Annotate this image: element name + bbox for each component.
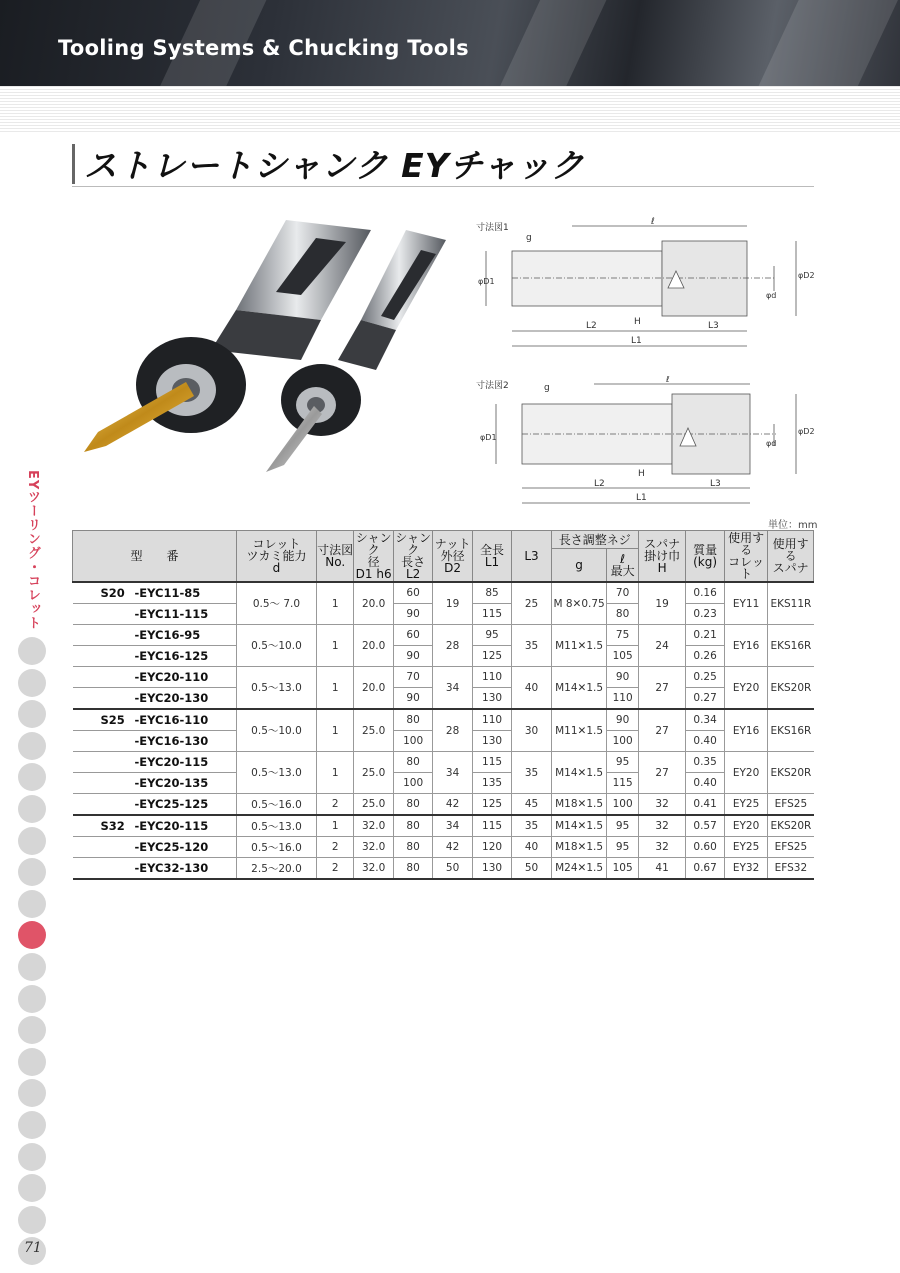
weight-cell: 0.23	[686, 604, 724, 625]
header-shine	[485, 0, 615, 86]
total-len-cell: 130	[472, 731, 511, 752]
fig-cell: 2	[316, 837, 353, 858]
model-group: S32	[100, 819, 125, 833]
header-collet: 使用する コレット	[724, 531, 768, 583]
header-spanner-width: スパナ 掛け巾 H	[638, 531, 686, 583]
screw-l-cell: 95	[607, 815, 638, 837]
nut-dia-cell: 42	[433, 837, 472, 858]
nut-dia-cell: 42	[433, 794, 472, 816]
page-title: ストレートシャンク EYチャック	[84, 146, 585, 185]
fig-cell: 1	[316, 582, 353, 625]
diagram-2-d1: φD1	[480, 433, 497, 442]
weight-cell: 0.26	[686, 646, 724, 667]
model-cell	[73, 837, 237, 858]
shank-len-cell: 90	[393, 646, 432, 667]
header-model: 型 番	[73, 531, 237, 583]
total-len-cell: 130	[472, 688, 511, 710]
unit-label: 単位：mm	[768, 520, 818, 531]
diagram-2-d2: φD2	[798, 427, 815, 436]
model-code: -EYC16-125	[134, 649, 209, 663]
total-len-cell: 85	[472, 582, 511, 604]
shank-dia-cell: 20.0	[354, 625, 393, 667]
section-dot	[18, 1206, 46, 1234]
model-cell	[73, 709, 237, 731]
spanner-width-cell: 41	[638, 858, 686, 880]
l3-cell: 45	[512, 794, 551, 816]
spanner-cell: EKS16R	[768, 625, 814, 667]
header-screw-g: g	[551, 549, 607, 582]
nut-dia-cell: 28	[433, 709, 472, 752]
total-len-cell: 110	[472, 667, 511, 688]
screw-l-cell: 115	[607, 773, 638, 794]
model-code: -EYC20-115	[134, 819, 209, 833]
total-len-cell: 115	[472, 815, 511, 837]
header-banner	[0, 0, 900, 86]
header-title: Tooling Systems & Chucking Tools	[58, 36, 469, 60]
total-len-cell: 120	[472, 837, 511, 858]
table-row	[73, 815, 814, 837]
l3-cell: 50	[512, 858, 551, 880]
spanner-width-cell: 32	[638, 794, 686, 816]
l3-cell: 25	[512, 582, 551, 625]
section-dot	[18, 1174, 46, 1202]
diagram-2-g: g	[544, 383, 550, 393]
fig-cell: 2	[316, 858, 353, 880]
total-len-cell: 110	[472, 709, 511, 731]
section-dot	[18, 1048, 46, 1076]
l3-cell: 35	[512, 625, 551, 667]
section-dot	[18, 1143, 46, 1171]
model-code: -EYC25-125	[134, 797, 209, 811]
section-dot	[18, 1016, 46, 1044]
model-cell	[73, 752, 237, 773]
screw-l-cell: 90	[607, 709, 638, 731]
spanner-width-cell: 32	[638, 815, 686, 837]
model-code: -EYC20-130	[134, 691, 209, 705]
diagram-1-d2: φD2	[798, 271, 815, 280]
screw-l-cell: 95	[607, 752, 638, 773]
weight-cell: 0.41	[686, 794, 724, 816]
model-code: -EYC32-130	[134, 861, 209, 875]
model-code: -EYC25-120	[134, 840, 209, 854]
screw-g-cell: M14✕1.5	[551, 667, 607, 710]
model-cell	[73, 667, 237, 688]
spec-table-body	[73, 582, 814, 879]
table-row	[73, 837, 814, 858]
nut-dia-cell: 50	[433, 858, 472, 880]
screw-l-cell: 105	[607, 646, 638, 667]
shank-len-cell: 80	[393, 858, 432, 880]
screw-l-cell: 105	[607, 858, 638, 880]
section-dot	[18, 795, 46, 823]
shank-len-cell: 80	[393, 709, 432, 731]
header-weight: 質量 (kg)	[686, 531, 724, 583]
model-code: -EYC20-135	[134, 776, 209, 790]
screw-g-cell: M11✕1.5	[551, 625, 607, 667]
collet-cell: EY25	[724, 837, 768, 858]
table-row	[73, 858, 814, 880]
section-dot	[18, 1111, 46, 1139]
page-number: 71	[24, 1240, 42, 1256]
section-dot-active	[18, 921, 46, 949]
diagram-2-h: H	[638, 469, 645, 479]
fig-cell: 1	[316, 709, 353, 752]
weight-cell: 0.27	[686, 688, 724, 710]
model-code: -EYC16-110	[134, 713, 209, 727]
spec-table	[72, 530, 814, 880]
capacity-cell: 0.5〜16.0	[236, 837, 316, 858]
header-nut-dia: ナット 外径 D2	[433, 531, 472, 583]
screw-g-cell: M18✕1.5	[551, 794, 607, 816]
diagram-1-l3: L3	[708, 321, 719, 331]
screw-l-cell: 95	[607, 837, 638, 858]
shank-len-cell: 100	[393, 731, 432, 752]
model-cell	[73, 815, 237, 837]
diagram-1-d1: φD1	[478, 277, 495, 286]
title-bar	[72, 144, 75, 184]
spanner-cell: EKS16R	[768, 709, 814, 752]
total-len-cell: 95	[472, 625, 511, 646]
section-dot	[18, 669, 46, 697]
header-shank-dia: シャンク 径 D1 h6	[355, 531, 392, 581]
spanner-cell: EFS25	[768, 837, 814, 858]
spanner-width-cell: 32	[638, 837, 686, 858]
diagram-2-l2: L2	[594, 479, 605, 489]
section-dot	[18, 637, 46, 665]
screw-l-cell: 100	[607, 794, 638, 816]
header-capacity: コレット ツカミ能力 d	[236, 531, 316, 583]
section-dot	[18, 953, 46, 981]
nut-dia-cell: 34	[433, 815, 472, 837]
section-dot	[18, 763, 46, 791]
total-len-cell: 125	[472, 794, 511, 816]
capacity-cell: 0.5〜 7.0	[236, 582, 316, 625]
header-shank-len: シャンク 長さ L2	[395, 531, 431, 581]
collet-cell: EY20	[724, 752, 768, 794]
diagram-1-label: 寸法図1	[476, 223, 509, 233]
weight-cell: 0.57	[686, 815, 724, 837]
shank-len-cell: 70	[393, 667, 432, 688]
fig-cell: 1	[316, 815, 353, 837]
model-code: -EYC16-95	[134, 628, 201, 642]
header-fig: 寸法図 No.	[316, 531, 353, 583]
header-total-len: 全長 L1	[472, 531, 511, 583]
spanner-width-cell: 27	[638, 752, 686, 794]
collet-cell: EY16	[724, 625, 768, 667]
header-screw: 長さ調整ネジ	[551, 531, 638, 549]
dimension-diagram-1	[476, 216, 816, 366]
screw-l-cell: 70	[607, 582, 638, 604]
table-row	[73, 582, 814, 604]
capacity-cell: 0.5〜13.0	[236, 752, 316, 794]
header-shine	[746, 0, 900, 86]
total-len-cell: 125	[472, 646, 511, 667]
model-code: -EYC11-115	[134, 607, 209, 621]
model-cell	[73, 646, 237, 667]
section-dot	[18, 858, 46, 886]
weight-cell: 0.34	[686, 709, 724, 731]
capacity-cell: 0.5〜10.0	[236, 709, 316, 752]
diagram-1-h: H	[634, 317, 641, 327]
screw-g-cell: M18✕1.5	[551, 837, 607, 858]
capacity-cell: 0.5〜10.0	[236, 625, 316, 667]
header-l3: L3	[512, 531, 551, 583]
shank-dia-cell: 20.0	[354, 582, 393, 625]
model-cell	[73, 858, 237, 880]
fig-cell: 1	[316, 667, 353, 710]
total-len-cell: 115	[472, 752, 511, 773]
section-dot	[18, 985, 46, 1013]
weight-cell: 0.40	[686, 731, 724, 752]
total-len-cell: 135	[472, 773, 511, 794]
shank-len-cell: 100	[393, 773, 432, 794]
spanner-width-cell: 27	[638, 667, 686, 710]
model-cell	[73, 794, 237, 816]
collet-cell: EY11	[724, 582, 768, 625]
collet-cell: EY20	[724, 667, 768, 710]
spanner-cell: EKS20R	[768, 667, 814, 710]
spanner-cell: EKS20R	[768, 815, 814, 837]
diagram-1-d: φd	[766, 291, 777, 300]
collet-cell: EY32	[724, 858, 768, 880]
screw-g-cell: M14✕1.5	[551, 752, 607, 794]
nut-dia-cell: 28	[433, 625, 472, 667]
model-code: -EYC20-115	[134, 755, 209, 769]
nut-dia-cell: 34	[433, 667, 472, 710]
shank-len-cell: 60	[393, 582, 432, 604]
shank-len-cell: 80	[393, 815, 432, 837]
diagram-2-l3: L3	[710, 479, 721, 489]
model-cell	[73, 604, 237, 625]
model-code: -EYC16-130	[134, 734, 209, 748]
weight-cell: 0.16	[686, 582, 724, 604]
model-code: -EYC11-85	[134, 586, 201, 600]
table-row	[73, 752, 814, 773]
model-group: S25	[100, 713, 125, 727]
l3-cell: 30	[512, 709, 551, 752]
capacity-cell: 0.5〜13.0	[236, 815, 316, 837]
header-stripes	[0, 86, 900, 134]
model-cell	[73, 582, 237, 604]
diagram-1-l: ℓ	[651, 217, 655, 227]
shank-dia-cell: 25.0	[354, 794, 393, 816]
header-screw-l: ℓ 最大	[607, 549, 638, 582]
table-row	[73, 667, 814, 688]
l3-cell: 35	[512, 815, 551, 837]
l3-cell: 35	[512, 752, 551, 794]
diagram-2-l1: L1	[636, 493, 647, 503]
model-cell	[73, 773, 237, 794]
screw-g-cell: M 8✕0.75	[551, 582, 607, 625]
page-title-area	[72, 140, 814, 187]
shank-dia-cell: 32.0	[354, 815, 393, 837]
capacity-cell: 2.5〜20.0	[236, 858, 316, 880]
table-row	[73, 794, 814, 816]
collet-cell: EY25	[724, 794, 768, 816]
section-dot	[18, 890, 46, 918]
model-cell	[73, 731, 237, 752]
shank-dia-cell: 20.0	[354, 667, 393, 710]
diagram-2-d: φd	[766, 439, 777, 448]
spanner-cell: EFS32	[768, 858, 814, 880]
dimension-diagram-2	[476, 376, 816, 526]
weight-cell: 0.21	[686, 625, 724, 646]
capacity-cell: 0.5〜13.0	[236, 667, 316, 710]
weight-cell: 0.40	[686, 773, 724, 794]
header-spanner: 使用する スパナ	[768, 531, 814, 583]
spanner-width-cell: 24	[638, 625, 686, 667]
nut-dia-cell: 19	[433, 582, 472, 625]
spanner-cell: EFS25	[768, 794, 814, 816]
screw-l-cell: 100	[607, 731, 638, 752]
model-cell	[73, 688, 237, 710]
l3-cell: 40	[512, 667, 551, 710]
diagram-2-label: 寸法図2	[476, 381, 509, 391]
shank-len-cell: 80	[393, 752, 432, 773]
screw-l-cell: 75	[607, 625, 638, 646]
section-dot	[18, 700, 46, 728]
spanner-width-cell: 19	[638, 582, 686, 625]
screw-l-cell: 80	[607, 604, 638, 625]
collet-cell: EY20	[724, 815, 768, 837]
screw-g-cell: M14✕1.5	[551, 815, 607, 837]
diagram-1-g: g	[526, 233, 532, 243]
weight-cell: 0.67	[686, 858, 724, 880]
model-code: -EYC20-110	[134, 670, 209, 684]
total-len-cell: 130	[472, 858, 511, 880]
section-dot	[18, 827, 46, 855]
screw-l-cell: 90	[607, 667, 638, 688]
capacity-cell: 0.5〜16.0	[236, 794, 316, 816]
shank-dia-cell: 32.0	[354, 837, 393, 858]
weight-cell: 0.25	[686, 667, 724, 688]
screw-g-cell: M11✕1.5	[551, 709, 607, 752]
spanner-cell: EKS20R	[768, 752, 814, 794]
shank-dia-cell: 25.0	[354, 752, 393, 794]
weight-cell: 0.60	[686, 837, 724, 858]
l3-cell: 40	[512, 837, 551, 858]
shank-dia-cell: 25.0	[354, 709, 393, 752]
shank-len-cell: 80	[393, 837, 432, 858]
collet-cell: EY16	[724, 709, 768, 752]
shank-len-cell: 80	[393, 794, 432, 816]
side-label: EYツーリング・コレット	[25, 470, 40, 631]
diagram-2-l: ℓ	[666, 376, 670, 385]
table-row	[73, 709, 814, 731]
shank-dia-cell: 32.0	[354, 858, 393, 880]
diagram-1-l2: L2	[586, 321, 597, 331]
weight-cell: 0.35	[686, 752, 724, 773]
fig-cell: 1	[316, 752, 353, 794]
model-group: S20	[100, 586, 125, 600]
fig-cell: 2	[316, 794, 353, 816]
section-dot	[18, 732, 46, 760]
shank-len-cell: 90	[393, 604, 432, 625]
shank-len-cell: 90	[393, 688, 432, 710]
nut-dia-cell: 34	[433, 752, 472, 794]
screw-g-cell: M24✕1.5	[551, 858, 607, 880]
diagram-1-l1: L1	[631, 336, 642, 346]
table-row	[73, 625, 814, 646]
screw-l-cell: 110	[607, 688, 638, 710]
section-dot	[18, 1079, 46, 1107]
fig-cell: 1	[316, 625, 353, 667]
product-photo	[76, 210, 456, 480]
spanner-cell: EKS11R	[768, 582, 814, 625]
shank-len-cell: 60	[393, 625, 432, 646]
total-len-cell: 115	[472, 604, 511, 625]
spanner-width-cell: 27	[638, 709, 686, 752]
model-cell	[73, 625, 237, 646]
